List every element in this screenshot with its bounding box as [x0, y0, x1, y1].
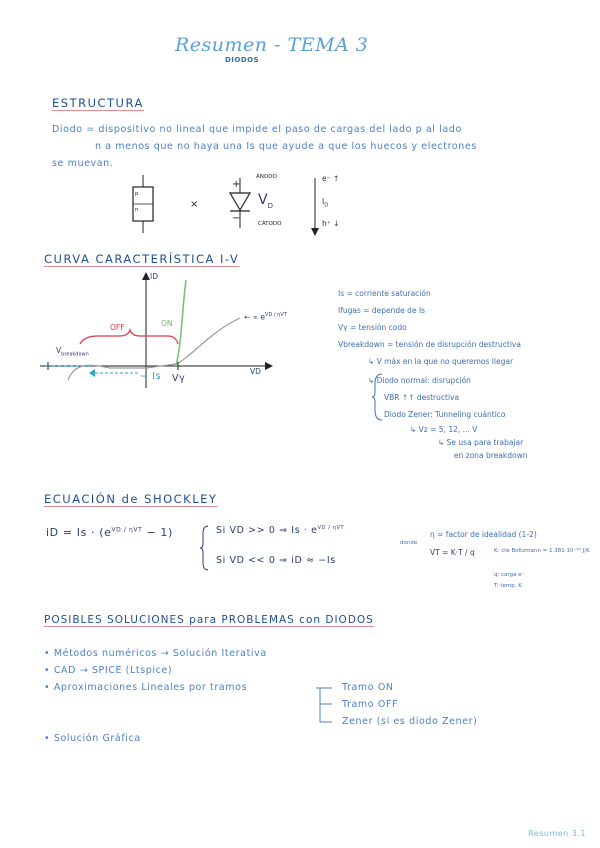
page-title: Resumen - TEMA 3 [175, 34, 369, 56]
page-footer: Resumen 3.1 [528, 829, 586, 838]
curva-note-4: Vbreakdown = tensión de disrupción destructiva [338, 340, 521, 349]
tramo-zener: Zener (si es diodo Zener) [342, 716, 478, 727]
curva-subnote-7: en zona breakdown [454, 451, 528, 460]
estructura-line-1: Diodo = dispositivo no lineal que impide el paso de cargas del lado p al lado [52, 124, 462, 135]
hole-flow-label: h⁺ ↓ [322, 219, 340, 228]
solucion-item-4: • Solución Gráfica [44, 733, 141, 744]
n-region-label: n [135, 207, 139, 213]
shockley-case-reverse: Si VD << 0 ⇒ iD ≈ −Is [216, 555, 336, 566]
curva-subnote-5: ↳ Vz = 5, 12, ... V [410, 425, 478, 434]
eta-definition: η = factor de idealidad (1-2) [430, 530, 537, 539]
tramo-on: Tramo ON [342, 682, 394, 693]
vgamma-label: Vγ [172, 373, 186, 384]
estructura-heading: ESTRUCTURA [52, 96, 144, 110]
shockley-equation: iD = $Is \cdot (e^{VD / \eta VT} - 1)$ [46, 526, 173, 539]
shockley-heading: ECUACIÓN de SHOCKLEY [44, 492, 218, 506]
vd-label: $V_D$ [258, 192, 273, 210]
curva-subnote-4: Diodo Zener: Tunneling cuántico [384, 410, 506, 419]
id-flow-label: $I_D$ [322, 197, 329, 209]
t-definition: T: temp. K [494, 583, 522, 589]
p-region-label: p [135, 191, 139, 197]
estructura-line-2: n a menos que no haya una Is que ayude a que los huecos y electrones [95, 141, 477, 152]
k-definition: K: cte Boltzmann = 1.381·10⁻²³ J/K [494, 548, 590, 554]
tramos-tree-lines [316, 686, 336, 726]
plus-sign: + [232, 179, 241, 190]
vt-definition: VT = K·T / q [430, 548, 475, 557]
on-region-label: ON [161, 319, 173, 328]
estructura-line-3: se muevan. [52, 158, 114, 169]
exp-proportional-note: ← ∝ $e^{VD / \eta VT}$ [244, 312, 287, 322]
donde-label: donde [400, 540, 418, 546]
anodo-label: ÁNODO [256, 174, 277, 180]
id-axis-label: ID [150, 272, 158, 281]
curva-note-2: Ifugas = depende de Is [338, 306, 426, 315]
curva-heading: CURVA CARACTERÍSTICA I-V [44, 252, 240, 266]
solucion-item-3: • Aproximaciones Lineales por tramos [44, 682, 248, 693]
curva-subnote-3: VBR ↑↑ destructiva [384, 393, 460, 402]
solucion-item-1: • Métodos numéricos → Solución Iterativa [44, 648, 267, 659]
shockley-case-forward: Si VD >> 0 ⇒ $Is \cdot e^{VD / \eta VT}$ [216, 525, 345, 537]
page-subtitle: DIODOS [225, 56, 260, 64]
is-label: − Is [140, 371, 162, 382]
minus-sign: − [232, 213, 241, 224]
curva-subnote-2: ↳ Diodo normal: disrupción [368, 376, 471, 385]
catodo-label: CÁTODO [258, 221, 282, 227]
curva-note-1: Is = corriente saturación [338, 289, 431, 298]
q-definition: q: carga e⁻ [494, 572, 525, 578]
off-region-label: OFF [110, 323, 125, 332]
tramo-off: Tramo OFF [342, 699, 399, 710]
shockley-cases-brace [200, 524, 210, 572]
breakdown-label: $V_{breakdown}$ [56, 346, 89, 358]
vd-axis-label: VD [250, 367, 261, 376]
electron-flow-label: e⁻ ↑ [322, 174, 340, 183]
curva-note-3: Vγ = tensión codo [338, 323, 407, 332]
curva-subnote-6: ↳ Se usa para trabajar [438, 438, 524, 447]
pn-junction-diagram [120, 175, 180, 235]
soluciones-heading: POSIBLES SOLUCIONES para PROBLEMAS con DIODOS [44, 614, 374, 626]
solucion-item-2: • CAD → SPICE (Ltspice) [44, 665, 173, 676]
equivalence-sign: × [190, 199, 199, 210]
curva-subnotes-brace [372, 372, 384, 422]
curva-subnote-1: ↳ V máx en la que no queremos llegar [368, 357, 514, 366]
current-flow-arrow-icon [310, 176, 320, 238]
